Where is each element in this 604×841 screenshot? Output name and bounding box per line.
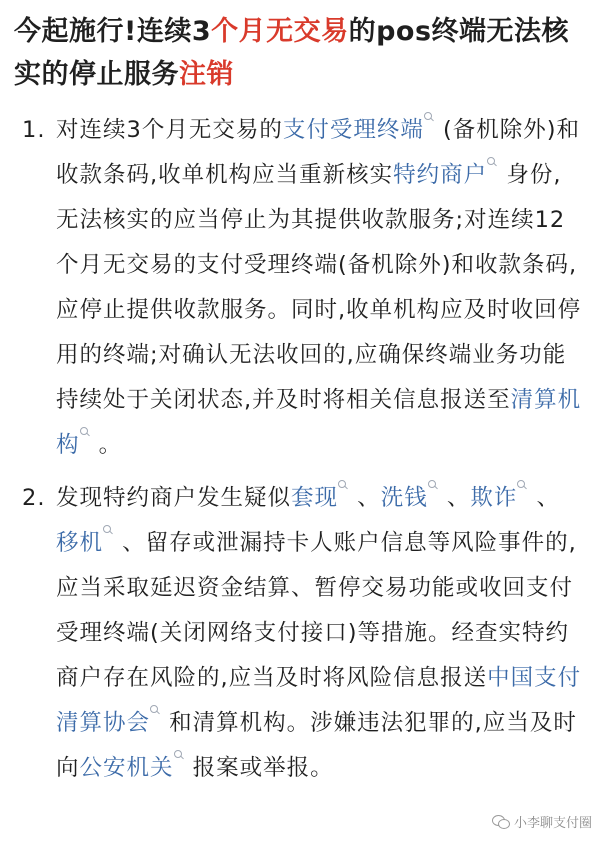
body-text: 、 bbox=[528, 485, 561, 511]
link-cash-out[interactable]: 套现 bbox=[291, 485, 339, 511]
body-text: 、留存或泄漏持卡人账户信息等风险事件的,应当采取延迟资金结算、暂停交易功能或收回支付受理终端(关闭网络支付接口)等措施。经查实特约商户存在风险的,应当及时将风险信息报送 bbox=[56, 530, 577, 691]
search-icon bbox=[150, 705, 159, 719]
search-icon bbox=[428, 480, 437, 494]
title-text-2: 的pos终端无法核实的停止服务 bbox=[14, 16, 570, 90]
search-icon bbox=[103, 525, 112, 539]
watermark-text: 小李聊支付圈 bbox=[513, 816, 592, 831]
body-text: 、 bbox=[438, 485, 471, 511]
link-money-laundering[interactable]: 洗钱 bbox=[380, 485, 428, 511]
body-text: 和清算机构。涉嫌违法犯罪的,应当及时向 bbox=[56, 710, 577, 781]
body-text: 、 bbox=[349, 485, 381, 511]
search-icon bbox=[174, 750, 183, 764]
link-device-relocation[interactable]: 移机 bbox=[56, 530, 104, 556]
body-text: 。 bbox=[90, 432, 123, 458]
link-fraud[interactable]: 欺诈 bbox=[470, 485, 518, 511]
search-icon bbox=[517, 480, 526, 494]
link-payment-terminal[interactable]: 支付受理终端 bbox=[282, 117, 424, 143]
watermark bbox=[492, 812, 592, 831]
link-special-merchant[interactable]: 特约商户 bbox=[393, 162, 488, 188]
article-title bbox=[14, 10, 594, 96]
search-icon bbox=[338, 480, 347, 494]
title-highlight-cancel: 注销 bbox=[179, 59, 234, 90]
wechat-icon bbox=[492, 815, 510, 829]
list-item bbox=[22, 476, 582, 791]
body-text: 发现特约商户发生疑似 bbox=[56, 485, 292, 511]
list-item bbox=[22, 108, 582, 468]
body-text: 对连续3个月无交易的 bbox=[56, 117, 283, 143]
body-text: 身份,无法核实的应当停止为其提供收款服务;对连续12个月无交易的支付受理终端(备机除外)和收款条码,应停止提供收款服务。同时,收单机构应及时收回停用的终端;对确认无法收回的,应确保终端业务功能持续处于关闭状态,并及时将相关信息报送至 bbox=[56, 162, 582, 413]
body-text: (备机除外)和收款条码,收单机构应当重新核实 bbox=[56, 117, 581, 188]
title-highlight-no-trade: 个月无交易 bbox=[211, 16, 349, 47]
search-icon bbox=[424, 112, 433, 126]
rules-list bbox=[22, 108, 582, 791]
list-number: 2. bbox=[22, 485, 46, 511]
link-clearing-institution[interactable]: 清算机构 bbox=[56, 387, 582, 458]
link-payment-clearing-association[interactable]: 中国支付清算协会 bbox=[56, 665, 582, 736]
link-public-security[interactable]: 公安机关 bbox=[79, 755, 174, 781]
search-icon bbox=[487, 157, 496, 171]
title-text-1: 今起施行!连续3 bbox=[14, 16, 212, 47]
search-icon bbox=[80, 427, 89, 441]
list-number: 1. bbox=[22, 117, 46, 143]
body-text: 报案或举报。 bbox=[184, 755, 334, 781]
